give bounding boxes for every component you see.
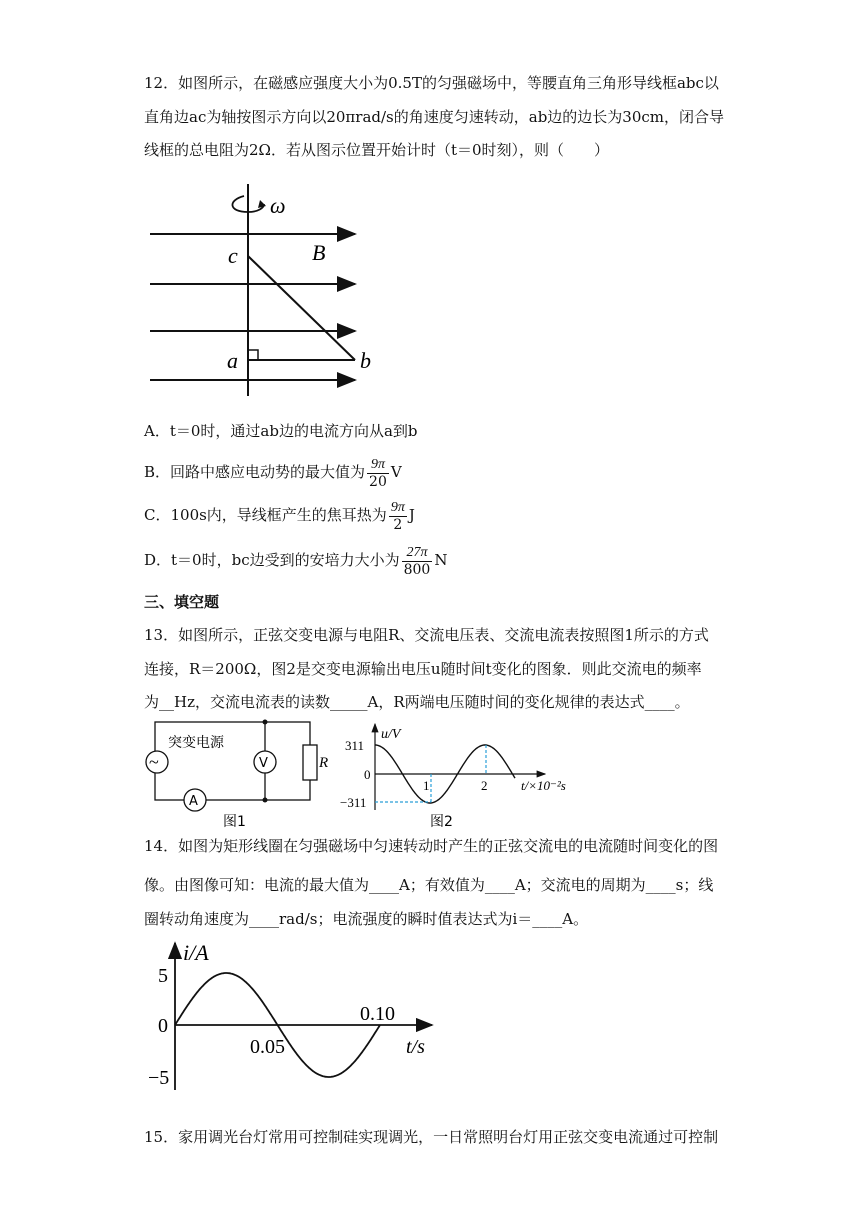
side-bc xyxy=(248,256,355,360)
svg-text:t/s: t/s xyxy=(406,1036,425,1058)
svg-text:−311: −311 xyxy=(340,795,367,810)
q13-line-3: 为__Hz，交流电流表的读数_____A，R两端电压随时间的变化规律的表达式____。 xyxy=(144,693,690,711)
svg-text:5: 5 xyxy=(158,965,168,987)
q12-option-b xyxy=(144,452,402,492)
section-heading: 三、填空题 xyxy=(144,593,220,611)
q14-figure xyxy=(140,935,440,1105)
svg-text:V: V xyxy=(259,756,268,771)
q12-option-d xyxy=(144,540,447,580)
svg-text:0.10: 0.10 xyxy=(360,1003,395,1025)
q12-option-c xyxy=(144,495,415,535)
q12-option-a: A．t＝0时，通过ab边的电流方向从a到b xyxy=(144,422,418,440)
option-b-unit: V xyxy=(390,463,402,481)
label-a: a xyxy=(227,348,238,373)
q14-line-2: 像。由图像可知：电流的最大值为____A；有效值为____A；交流电的周期为____s；线 xyxy=(144,876,714,894)
fig1-caption: 图1 xyxy=(223,814,246,830)
option-b-text: B．回路中感应电动势的最大值为 xyxy=(144,463,366,481)
q14-line-1: 14．如图为矩形线圈在匀强磁场中匀速转动时产生的正弦交流电的电流随时间变化的图 xyxy=(144,837,719,855)
svg-text:−5: −5 xyxy=(148,1067,170,1089)
svg-text:t/×10⁻²s: t/×10⁻²s xyxy=(521,778,566,793)
q12-figure xyxy=(140,180,380,410)
svg-text:311: 311 xyxy=(345,738,365,753)
svg-text:A: A xyxy=(189,794,198,809)
q13-figure-2 xyxy=(335,714,575,832)
right-angle-mark xyxy=(248,350,258,360)
q12-line-2: 直角边ac为轴按图示方向以20πrad/s的角速度匀速转动，ab边的边长为30cm，闭合导 xyxy=(144,108,725,126)
fig2-caption: 图2 xyxy=(430,814,453,830)
q13-line-2: 连接，R＝200Ω，图2是交变电源输出电压u随时间t变化的图象．则此交流电的频率 xyxy=(144,660,702,678)
q13-line-1: 13．如图所示，正弦交变电源与电阻R、交流电压表、交流电流表按照图1所示的方式 xyxy=(144,626,709,644)
option-d-fraction: $\frac{27\pi}{800}$ xyxy=(403,544,431,578)
q13-figure-1 xyxy=(140,716,340,831)
label-B: B xyxy=(312,240,326,265)
resistor-icon xyxy=(303,745,317,780)
label-c: c xyxy=(228,243,238,268)
option-b-fraction: $\frac{9\pi}{20}$ xyxy=(369,456,387,490)
option-c-unit: J xyxy=(408,506,415,524)
q15-line-1: 15．家用调光台灯常用可控制硅实现调光，一日常照明台灯用正弦交变电流通过可控制 xyxy=(144,1128,719,1146)
option-c-text: C．100s内，导线框产生的焦耳热为 xyxy=(144,506,387,524)
q14-line-3: 圈转动角速度为____rad/s；电流强度的瞬时值表达式为i＝____A。 xyxy=(144,910,589,928)
svg-text:R: R xyxy=(319,755,329,771)
svg-text:u/V: u/V xyxy=(381,727,401,742)
svg-text:2: 2 xyxy=(481,778,488,793)
q12-line-1: 12．如图所示，在磁感应强度大小为0.5T的匀强磁场中，等腰直角三角形导线框abc以 xyxy=(144,74,719,92)
q12-line-3: 线框的总电阻为2Ω．若从图示位置开始计时（t＝0时刻），则（ ） xyxy=(144,141,610,159)
option-d-text: D．t＝0时，bc边受到的安培力大小为 xyxy=(144,551,400,569)
svg-text:0.05: 0.05 xyxy=(250,1036,285,1058)
svg-text:1: 1 xyxy=(423,778,430,793)
svg-text:0: 0 xyxy=(364,767,371,782)
svg-text:i/A: i/A xyxy=(183,940,209,965)
option-d-unit: N xyxy=(434,551,448,569)
omega-label: ω xyxy=(270,193,286,218)
svg-text:0: 0 xyxy=(158,1015,168,1037)
option-c-fraction: $\frac{9\pi}{2}$ xyxy=(390,499,405,533)
source-label: 突变电源 xyxy=(168,735,224,751)
svg-text:~: ~ xyxy=(149,752,159,772)
label-b: b xyxy=(360,348,371,373)
